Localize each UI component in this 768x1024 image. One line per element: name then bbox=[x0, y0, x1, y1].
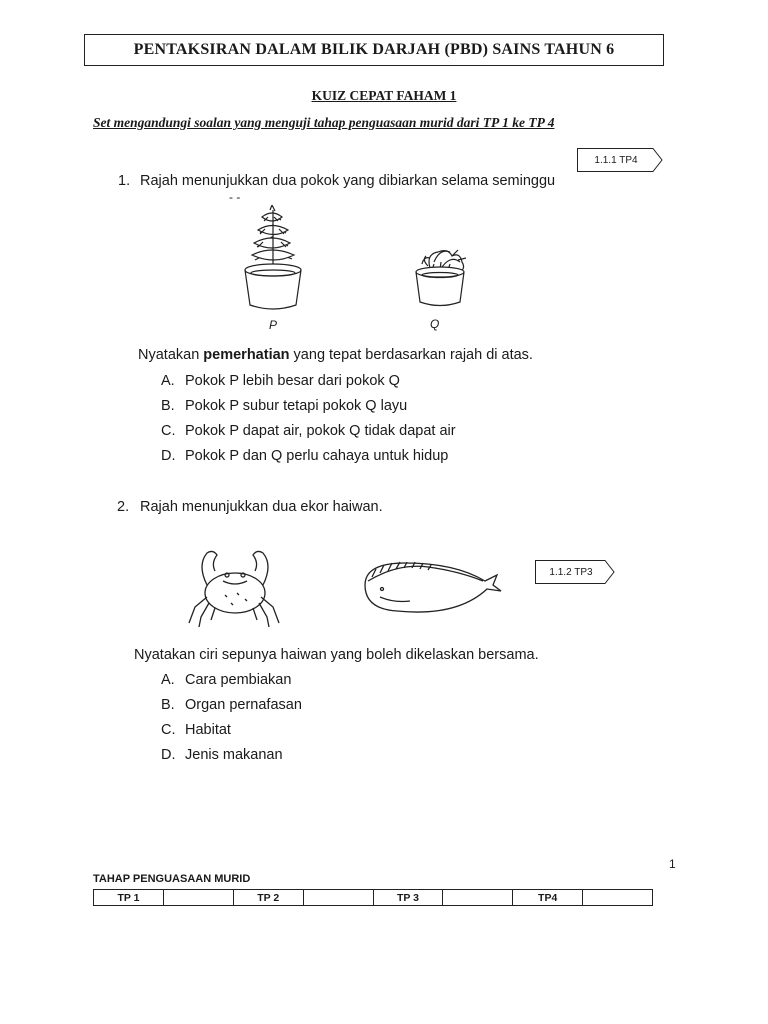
question-2-stem: Rajah menunjukkan dua ekor haiwan. bbox=[140, 499, 383, 515]
question-2-option-b-letter: B. bbox=[161, 697, 175, 713]
question-1-option-b-letter: B. bbox=[161, 398, 175, 414]
quiz-subtitle: Set mengandungi soalan yang menguji tahap penguasaan murid dari TP 1 ke TP 4 bbox=[93, 115, 555, 130]
tp-level-4-box bbox=[583, 890, 653, 906]
header-title: PENTAKSIRAN DALAM BILIK DARJAH (PBD) SAINS TAHUN 6 bbox=[133, 41, 615, 58]
question-2-option-d-text: Jenis makanan bbox=[185, 747, 283, 763]
tp-level-1-box bbox=[163, 890, 233, 906]
question-2-number: 2. bbox=[117, 499, 130, 515]
table-row bbox=[94, 890, 653, 906]
plant-p-drawing bbox=[245, 205, 301, 309]
tp-level-2-label: TP 2 bbox=[233, 890, 303, 906]
question-1-stem: Rajah menunjukkan dua pokok yang dibiarkan selama seminggu bbox=[140, 173, 556, 189]
tp-level-3-label: TP 3 bbox=[373, 890, 443, 906]
plant-p-label: P bbox=[269, 318, 278, 332]
question-2-option-c-text: Habitat bbox=[185, 722, 231, 738]
tp-level-4-label: TP4 bbox=[513, 890, 583, 906]
question-1-prompt-keyword: pemerhatian bbox=[203, 347, 290, 363]
question-2-option-a-letter: A. bbox=[161, 672, 175, 688]
page-number: 1 bbox=[669, 857, 676, 871]
question-1-prompt-end: yang tepat berdasarkan rajah di atas. bbox=[289, 347, 533, 363]
question-1-option-c-letter: C. bbox=[161, 423, 176, 439]
question-1-option-a-text: Pokok P lebih besar dari pokok Q bbox=[185, 373, 400, 389]
question-2-tag bbox=[535, 560, 615, 584]
question-2-tag-label: 1.1.2 TP3 bbox=[549, 566, 593, 578]
plants-figure bbox=[240, 205, 480, 335]
crab-drawing bbox=[189, 551, 279, 627]
header-title-box bbox=[84, 34, 664, 66]
question-2-prompt: Nyatakan ciri sepunya haiwan yang boleh dikelaskan bersama. bbox=[134, 647, 539, 663]
question-2-option-b-text: Organ pernafasan bbox=[185, 697, 302, 713]
whale-drawing bbox=[365, 562, 501, 612]
question-2-option-c-letter: C. bbox=[161, 722, 176, 738]
question-1-option-d-letter: D. bbox=[161, 448, 176, 464]
tp-level-2-box bbox=[303, 890, 373, 906]
plant-q-label: Q bbox=[430, 317, 440, 331]
question-1-option-a-letter: A. bbox=[161, 373, 175, 389]
animals-figure bbox=[185, 545, 505, 635]
question-1-number: 1. bbox=[118, 173, 131, 189]
question-2-option-a-text: Cara pembiakan bbox=[185, 672, 292, 688]
question-1-prompt-start: Nyatakan bbox=[138, 347, 204, 363]
question-1-option-d-text: Pokok P dan Q perlu cahaya untuk hidup bbox=[185, 448, 449, 464]
tp-level-table bbox=[93, 889, 653, 906]
stray-mark: - - bbox=[229, 190, 241, 204]
tp-level-1-label: TP 1 bbox=[94, 890, 164, 906]
tp-level-3-box bbox=[443, 890, 513, 906]
question-1-tag-label: 1.1.1 TP4 bbox=[594, 154, 638, 166]
plant-q-drawing bbox=[416, 250, 466, 306]
question-1-prompt bbox=[138, 347, 533, 363]
quiz-title: KUIZ CEPAT FAHAM 1 bbox=[311, 88, 457, 103]
question-1-tag bbox=[577, 148, 663, 172]
question-2-option-d-letter: D. bbox=[161, 747, 176, 763]
question-1-option-b-text: Pokok P subur tetapi pokok Q layu bbox=[185, 398, 408, 414]
question-1-option-c-text: Pokok P dapat air, pokok Q tidak dapat air bbox=[185, 423, 456, 439]
footer-title: TAHAP PENGUASAAN MURID bbox=[93, 873, 251, 885]
